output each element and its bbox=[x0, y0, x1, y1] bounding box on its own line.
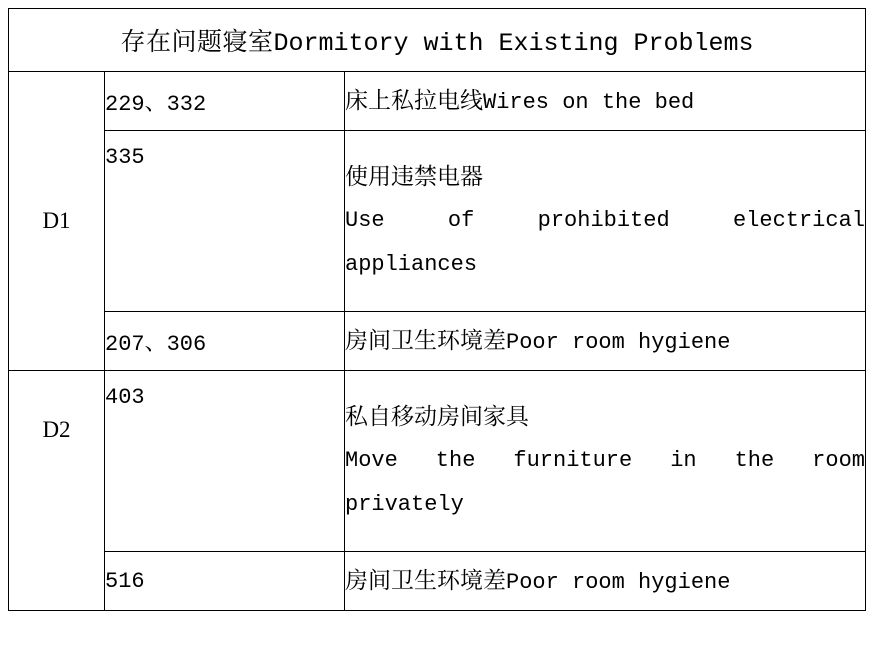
problem-description-cn: 床上私拉电线 bbox=[345, 87, 483, 113]
table-title-row bbox=[9, 9, 866, 72]
dormitory-label-d2 bbox=[9, 371, 105, 611]
room-numbers-text: 516 bbox=[105, 568, 145, 594]
document-page bbox=[0, 8, 874, 663]
title-english: Dormitory with Existing Problems bbox=[273, 29, 754, 58]
table-row bbox=[9, 131, 866, 312]
problem-description-en: Poor room hygiene bbox=[506, 569, 731, 595]
problem-description-en-line1: Move the furniture in the room bbox=[345, 447, 865, 473]
problem-description bbox=[345, 552, 866, 611]
room-numbers bbox=[105, 131, 345, 312]
title-chinese: 存在问题寝室 bbox=[120, 29, 274, 56]
table-row bbox=[9, 72, 866, 131]
table-row bbox=[9, 552, 866, 611]
room-numbers bbox=[105, 72, 345, 131]
room-numbers bbox=[105, 312, 345, 371]
dormitory-label-d2-text: D2 bbox=[42, 416, 71, 442]
room-numbers-text: 335 bbox=[105, 145, 145, 170]
dormitory-problem-table bbox=[8, 8, 866, 611]
problem-description-cn: 房间卫生环境差 bbox=[345, 327, 506, 353]
table-row bbox=[9, 312, 866, 371]
problem-description-cn: 使用违禁电器 bbox=[345, 164, 483, 190]
problem-description-cn: 房间卫生环境差 bbox=[345, 567, 506, 593]
table-title-cell bbox=[9, 9, 866, 72]
problem-description-cn: 私自移动房间家具 bbox=[345, 404, 529, 430]
problem-description-en: Wires on the bed bbox=[483, 89, 695, 115]
room-numbers bbox=[105, 552, 345, 611]
problem-description bbox=[345, 131, 866, 312]
room-numbers-text: 229、332 bbox=[105, 91, 207, 117]
table-row bbox=[9, 371, 866, 552]
problem-description-en: Poor room hygiene bbox=[506, 329, 731, 355]
problem-description-en-line1: Use of prohibited electrical bbox=[345, 207, 865, 233]
problem-description bbox=[345, 312, 866, 371]
problem-description-en-line2: privately bbox=[345, 491, 464, 517]
dormitory-label-d1: D1 bbox=[9, 72, 105, 371]
room-numbers-text: 403 bbox=[105, 385, 145, 410]
room-numbers-text: 207、306 bbox=[105, 331, 207, 357]
problem-description-en-line2: appliances bbox=[345, 251, 478, 277]
problem-description bbox=[345, 72, 866, 131]
room-numbers bbox=[105, 371, 345, 552]
problem-description bbox=[345, 371, 866, 552]
